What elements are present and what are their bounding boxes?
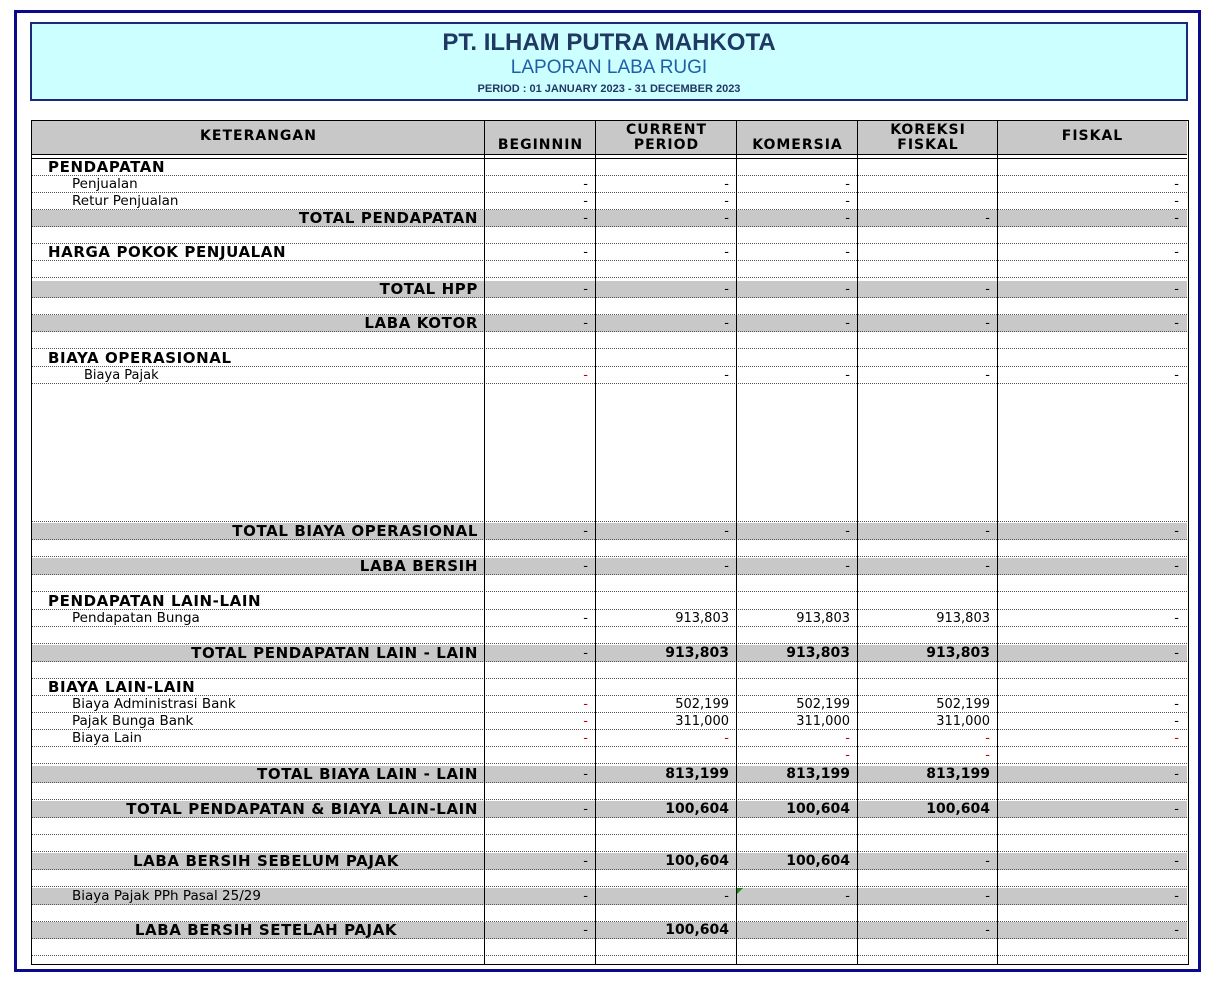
row-pajak-bunga-bank[interactable] [32, 713, 1187, 730]
col-header-koreksi-line2: FISKAL [897, 137, 959, 153]
cell-koreksi-fiskal[interactable]: 813,199 [926, 766, 990, 782]
company-name: PT. ILHAM PUTRA MAHKOTA [442, 29, 776, 56]
cell-fiskal[interactable]: - [1174, 211, 1179, 226]
cell-fiskal[interactable]: - [1174, 714, 1179, 729]
cell-komersial[interactable]: 502,199 [796, 697, 850, 712]
row-blank [32, 227, 1187, 244]
cell-koreksi-fiskal[interactable] [858, 244, 998, 261]
cell-current-period[interactable]: 913,803 [675, 611, 729, 626]
cell-koreksi-fiskal[interactable]: - [985, 211, 990, 226]
cell-komersial[interactable]: 100,604 [786, 801, 850, 817]
col-header-fiskal[interactable] [998, 121, 1187, 155]
row-blank [32, 870, 1187, 887]
cell-koreksi-fiskal[interactable]: 100,604 [926, 801, 990, 817]
cell-fiskal[interactable]: - [1174, 559, 1179, 574]
cell-koreksi-fiskal[interactable]: - [985, 923, 990, 938]
row-label: TOTAL PENDAPATAN LAIN - LAIN [191, 645, 478, 662]
row-laba-kotor[interactable] [32, 315, 1187, 332]
column-divider [595, 121, 596, 964]
column-divider [997, 121, 998, 964]
cell-fiskal[interactable]: - [1174, 177, 1179, 192]
row-hpp[interactable] [32, 244, 1187, 261]
cell-current-period[interactable]: 100,604 [665, 801, 729, 817]
cell-fiskal[interactable]: - [1174, 802, 1179, 817]
row-total-pendapatan-lain[interactable] [32, 645, 1187, 662]
col-header-keterangan-label: KETERANGAN [200, 128, 317, 144]
row-total-biaya-lain[interactable] [32, 766, 1187, 783]
row-biaya-operasional[interactable] [32, 350, 1187, 367]
column-divider [484, 121, 485, 964]
row-biaya-lain-item[interactable] [32, 730, 1187, 747]
cell-koreksi-fiskal[interactable]: - [985, 559, 990, 574]
cell-fiskal[interactable]: - [1174, 524, 1179, 539]
cell-fiskal[interactable]: - [1174, 889, 1179, 904]
report-header [30, 22, 1188, 101]
cell-fiskal[interactable]: - [1174, 316, 1179, 331]
cell-fiskal[interactable]: - [1174, 646, 1179, 661]
cell-komersial[interactable]: - [845, 211, 850, 226]
cell-koreksi-fiskal[interactable]: - [985, 368, 990, 383]
cell-koreksi-fiskal[interactable]: - [985, 889, 990, 904]
col-header-komersial[interactable] [737, 121, 858, 155]
cell-komersial[interactable] [737, 922, 858, 939]
cell-fiskal[interactable]: - [1174, 731, 1179, 746]
cell-komersial[interactable]: 311,000 [796, 714, 850, 729]
column-divider [857, 121, 858, 964]
row-blank [32, 575, 1187, 592]
cell-komersial[interactable]: - [845, 282, 850, 297]
row-retur-penjualan[interactable] [32, 193, 1187, 210]
cell-current-period[interactable]: 913,803 [665, 645, 729, 661]
row-blank [32, 939, 1187, 956]
col-header-current-line1: CURRENT [625, 122, 708, 138]
cell-koreksi-fiskal[interactable]: - [985, 731, 990, 746]
row-label: Retur Penjualan [72, 193, 179, 209]
col-header-beginning-label: BEGINNIN [497, 137, 584, 153]
cell-komersial[interactable]: - [845, 748, 850, 763]
cell-komersial[interactable]: 913,803 [786, 645, 850, 661]
row-label: TOTAL BIAYA LAIN - LAIN [257, 766, 478, 783]
cell-current-period[interactable]: - [724, 316, 729, 331]
cell-koreksi-fiskal[interactable]: - [985, 316, 990, 331]
cell-beginning[interactable]: - [583, 316, 588, 331]
row-blank [32, 818, 1187, 835]
row-laba-sebelum-pajak[interactable] [32, 853, 1187, 870]
row-blank [32, 505, 1187, 522]
cell-current-period[interactable]: - [724, 524, 729, 539]
report-title: LAPORAN LABA RUGI [510, 57, 708, 78]
cell-koreksi-fiskal[interactable]: 311,000 [936, 714, 990, 729]
col-header-current-period[interactable] [596, 121, 737, 155]
row-total-pendapatan[interactable] [32, 210, 1187, 227]
cell-komersial[interactable]: - [845, 316, 850, 331]
row-label: Pajak Bunga Bank [72, 713, 194, 729]
cell-beginning[interactable]: - [583, 697, 588, 712]
cell-koreksi-fiskal[interactable]: 913,803 [936, 611, 990, 626]
row-pendapatan[interactable] [32, 159, 1187, 176]
col-header-beginning[interactable] [485, 121, 596, 155]
cell-komersial[interactable]: - [845, 889, 850, 904]
cell-current-period[interactable]: - [724, 282, 729, 297]
cell-fiskal[interactable]: - [1174, 282, 1179, 297]
cell-koreksi-fiskal[interactable]: 913,803 [926, 645, 990, 661]
cell-beginning[interactable]: - [583, 802, 588, 817]
row-label: TOTAL PENDAPATAN [298, 210, 478, 227]
cell-komersial[interactable]: - [845, 177, 850, 192]
cell-current-period[interactable]: - [724, 731, 729, 746]
row-label: Penjualan [72, 176, 138, 192]
cell-komersial[interactable]: 913,803 [796, 611, 850, 626]
cell-komersial[interactable]: - [845, 524, 850, 539]
row-label: HARGA POKOK PENJUALAN [48, 244, 287, 261]
cell-beginning[interactable]: - [583, 245, 588, 260]
cell-current-period[interactable]: - [724, 177, 729, 192]
cell-fiskal[interactable]: - [1174, 245, 1179, 260]
row-label: Biaya Pajak [84, 368, 159, 383]
col-header-koreksi-fiskal[interactable] [858, 121, 998, 155]
cell-current-period[interactable]: - [724, 245, 729, 260]
row-label: LABA BERSIH SEBELUM PAJAK [133, 853, 399, 870]
row-blank [32, 261, 1187, 278]
cell-beginning[interactable]: - [583, 194, 588, 209]
row-blank [32, 540, 1187, 557]
cell-beginning[interactable]: - [583, 211, 588, 226]
row-label: BIAYA LAIN-LAIN [48, 679, 196, 696]
row-label: BIAYA OPERASIONAL [48, 350, 232, 367]
cell-fiskal[interactable]: - [1174, 611, 1179, 626]
cell-beginning[interactable]: - [583, 889, 588, 904]
cell-komersial[interactable]: - [845, 194, 850, 209]
row-laba-bersih[interactable] [32, 558, 1187, 575]
cell-beginning[interactable]: - [583, 923, 588, 938]
cell-fiskal[interactable]: - [1174, 368, 1179, 383]
row-label: Pendapatan Bunga [72, 610, 200, 626]
row-label: LABA BERSIH [359, 558, 478, 575]
row-pph-25-29[interactable] [32, 888, 1187, 905]
row-label: TOTAL HPP [379, 281, 478, 298]
col-header-koreksi-line1: KOREKSI [890, 122, 966, 138]
row-label: TOTAL PENDAPATAN & BIAYA LAIN-LAIN [126, 801, 478, 818]
row-biaya-admin-bank[interactable] [32, 696, 1187, 713]
cell-koreksi-fiskal[interactable]: - [985, 854, 990, 869]
row-total-hpp[interactable] [32, 281, 1187, 298]
row-label: Biaya Pajak PPh Pasal 25/29 [72, 888, 261, 904]
row-penjualan[interactable] [32, 176, 1187, 193]
row-pendapatan-bunga[interactable] [32, 610, 1187, 627]
cell-fiskal[interactable]: - [1174, 767, 1179, 782]
row-blank [32, 662, 1187, 679]
cell-koreksi-fiskal[interactable] [858, 193, 998, 210]
cell-fiskal[interactable]: - [1174, 854, 1179, 869]
cell-beginning[interactable]: - [583, 559, 588, 574]
report-period: PERIOD : 01 JANUARY 2023 - 31 DECEMBER 2023 [477, 83, 741, 95]
cell-beginning[interactable]: - [583, 714, 588, 729]
cell-current-period[interactable]: - [724, 194, 729, 209]
cell-koreksi-fiskal[interactable]: - [985, 748, 990, 763]
cell-fiskal[interactable]: - [1174, 923, 1179, 938]
cell-komersial[interactable]: - [845, 731, 850, 746]
cell-current-period[interactable]: 100,604 [665, 853, 729, 869]
cell-komersial[interactable]: - [845, 245, 850, 260]
cell-beginning[interactable]: - [583, 731, 588, 746]
cell-komersial[interactable]: 813,199 [786, 766, 850, 782]
cell-fiskal[interactable]: - [1174, 194, 1179, 209]
cell-current-period[interactable]: - [724, 889, 729, 904]
row-label: PENDAPATAN [48, 159, 166, 176]
cell-beginning[interactable]: - [583, 524, 588, 539]
row-blank [32, 627, 1187, 644]
cell-current-period[interactable]: - [724, 559, 729, 574]
row-blank-dash[interactable] [32, 747, 1187, 764]
row-total-biaya-operasional[interactable] [32, 523, 1187, 540]
cell-komersial[interactable]: - [845, 559, 850, 574]
row-biaya-lain[interactable] [32, 679, 1187, 696]
cell-koreksi-fiskal[interactable]: - [985, 524, 990, 539]
row-total-pendapatan-biaya-lain[interactable] [32, 801, 1187, 818]
cell-current-period[interactable]: 100,604 [665, 922, 729, 938]
cell-koreksi-fiskal[interactable] [858, 176, 998, 193]
cell-koreksi-fiskal[interactable]: - [985, 282, 990, 297]
cell-koreksi-fiskal[interactable]: 502,199 [936, 697, 990, 712]
income-statement-table [31, 120, 1189, 965]
row-blank [32, 835, 1187, 852]
cell-beginning[interactable]: - [583, 646, 588, 661]
cell-current-period[interactable]: 813,199 [665, 766, 729, 782]
cell-beginning[interactable]: - [583, 177, 588, 192]
cell-beginning[interactable]: - [583, 854, 588, 869]
col-header-current-line2: PERIOD [633, 137, 700, 153]
row-label: LABA BERSIH SETELAH PAJAK [134, 922, 398, 939]
row-label: PENDAPATAN LAIN-LAIN [48, 593, 262, 610]
col-header-fiskal-label: FISKAL [1061, 128, 1124, 144]
col-header-keterangan[interactable] [32, 121, 485, 155]
cell-current-period[interactable]: - [724, 368, 729, 383]
cell-komersial[interactable]: 100,604 [786, 853, 850, 869]
row-label: TOTAL BIAYA OPERASIONAL [232, 523, 478, 540]
row-label: Biaya Administrasi Bank [72, 696, 236, 712]
row-blank [32, 783, 1187, 800]
row-laba-setelah-pajak[interactable] [32, 922, 1187, 939]
cell-beginning[interactable]: - [583, 368, 588, 383]
row-label: LABA KOTOR [364, 315, 478, 332]
row-blank [32, 298, 1187, 315]
cell-komersial[interactable]: - [845, 368, 850, 383]
row-pendapatan-lain[interactable] [32, 593, 1187, 610]
cell-fiskal[interactable]: - [1174, 697, 1179, 712]
cell-current-period[interactable]: - [724, 211, 729, 226]
row-label: Biaya Lain [72, 730, 142, 746]
cell-beginning[interactable]: - [583, 282, 588, 297]
column-divider [736, 121, 737, 964]
col-header-komersial-label: KOMERSIA [752, 137, 843, 153]
cell-current-period[interactable]: 502,199 [675, 697, 729, 712]
row-biaya-pajak[interactable] [32, 367, 1187, 384]
row-blank [32, 905, 1187, 922]
cell-beginning[interactable]: - [583, 611, 588, 626]
cell-beginning[interactable]: - [583, 767, 588, 782]
row-blank [32, 332, 1187, 349]
cell-current-period[interactable]: 311,000 [675, 714, 729, 729]
